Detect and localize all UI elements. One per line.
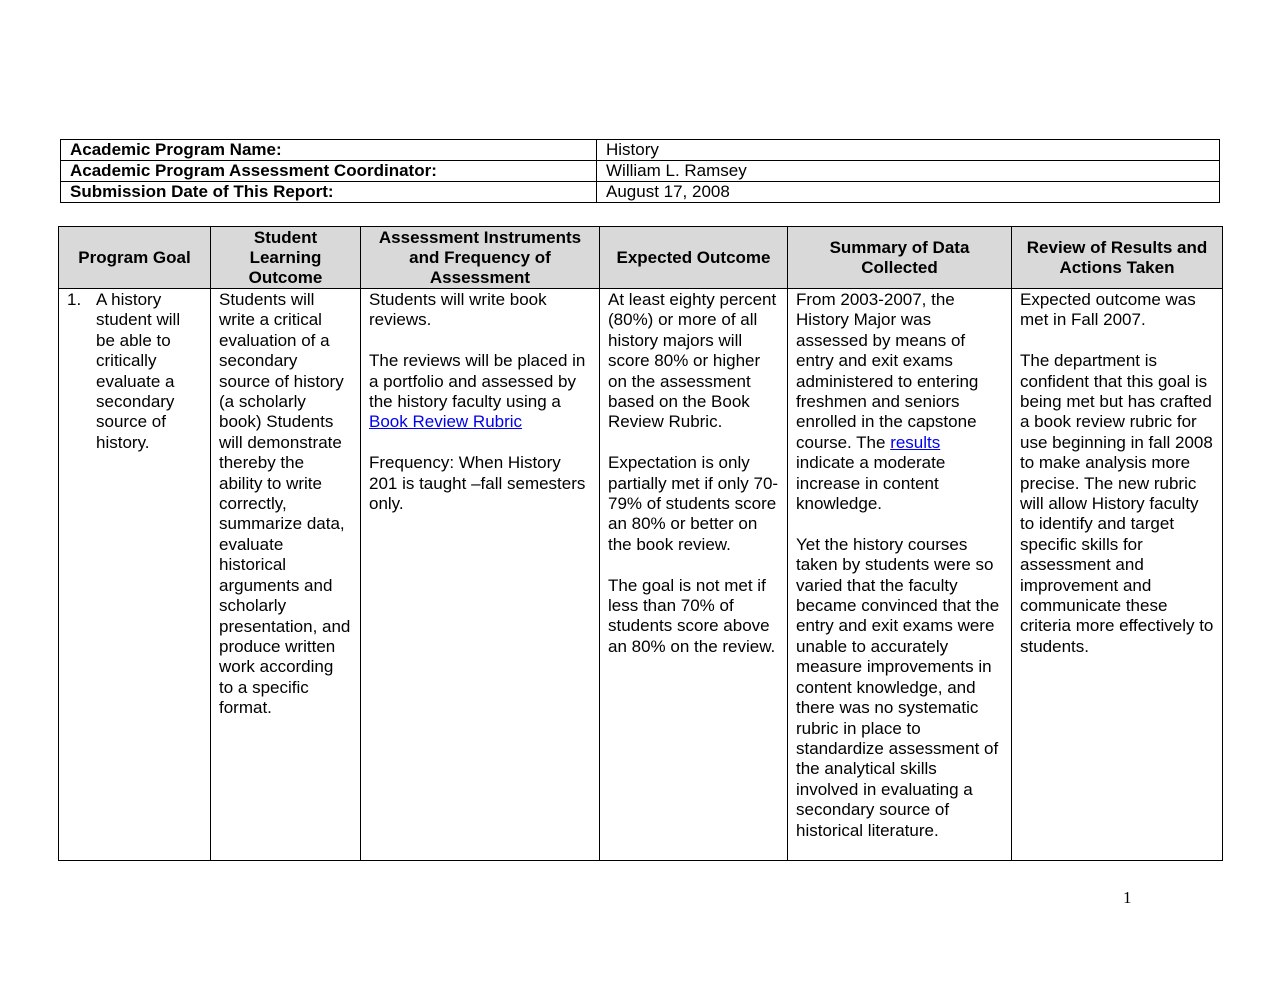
goal-text: A history student will be able to critically evaluate a secondary source of history. — [96, 290, 181, 452]
submission-date-row — [61, 182, 1220, 203]
submission-date-label: Submission Date of This Report: — [61, 182, 597, 203]
summary-paragraph-1-text: From 2003-2007, the History Major was assessed by means of entry and exit exams administered to entering freshmen and seniors enrolled in the capstone course. The — [796, 290, 979, 452]
program-name-label: Academic Program Name: — [61, 140, 597, 161]
header-review-of-results: Review of Results and Actions Taken — [1012, 227, 1223, 289]
coordinator-value: William L. Ramsey — [597, 161, 1220, 182]
header-assessment-instruments: Assessment Instruments and Frequency of Assessment — [361, 227, 600, 289]
program-name-value: History — [597, 140, 1220, 161]
summary-paragraph-1 — [796, 290, 1003, 514]
program-name-row — [61, 140, 1220, 161]
summary-paragraph-1-tail: indicate a moderate increase in content knowledge. — [796, 453, 946, 514]
results-link[interactable]: results — [890, 432, 941, 452]
header-summary-of-data: Summary of Data Collected — [788, 227, 1012, 289]
goal-number: 1. — [67, 290, 82, 309]
expected-paragraph-3: The goal is not met if less than 70% of students score above an 80% on the review. — [608, 575, 776, 656]
coordinator-label: Academic Program Assessment Coordinator: — [61, 161, 597, 182]
header-expected-outcome: Expected Outcome — [600, 227, 788, 289]
coordinator-row — [61, 161, 1220, 182]
program-info-table — [60, 139, 1220, 203]
assessment-header-row — [59, 227, 1223, 289]
learning-outcome-cell — [211, 289, 361, 861]
summary-paragraph-2: Yet the history courses taken by students were so varied that the faculty became convinced that the entry and exit exams were unable to accurately measure improvements in content knowledge, and there was no systematic rubric in place to standardize assessment of the analytical skills involved in evaluating a secondary source of historical literature. — [796, 534, 1000, 840]
summary-of-data-cell — [788, 289, 1012, 861]
program-goal-cell — [59, 289, 211, 861]
page-number: 1 — [1123, 888, 1132, 907]
assessment-instruments-cell — [361, 289, 600, 861]
table-row — [59, 289, 1223, 861]
expected-outcome-cell — [600, 289, 788, 861]
expected-paragraph-2: Expectation is only partially met if only 70-79% of students score an 80% or better on the book review. — [608, 453, 779, 554]
submission-date-value: August 17, 2008 — [597, 182, 1220, 203]
header-program-goal: Program Goal — [59, 227, 211, 289]
instruments-paragraph-2-text: The reviews will be placed in a portfolio and assessed by the history faculty using a — [369, 351, 586, 412]
learning-outcome-text: Students will write a critical evaluation of a secondary source of history (a scholarly book) Students will demonstrate thereby the ability to write correctly, summarize data, evaluate historical arguments and scholarly presentation, and produce written work according to a specific format. — [219, 290, 351, 718]
instruments-paragraph-2 — [369, 351, 591, 433]
header-student-learning-outcome: Student Learning Outcome — [211, 227, 361, 289]
instruments-paragraph-1: Students will write book reviews. — [369, 290, 547, 330]
review-paragraph-2: The department is confident that this goal is being met but has crafted a book review rubric for use beginning in fall 2008 to make analysis more precise. The new rubric will allow History faculty to identify and target specific skills for assessment and improvement and communicate these criteria more effectively to students. — [1020, 351, 1214, 656]
review-of-results-cell — [1012, 289, 1223, 861]
expected-paragraph-1: At least eighty percent (80%) or more of all history majors will score 80% or higher on the assessment based on the Book Review Rubric. — [608, 290, 777, 432]
assessment-table — [58, 226, 1223, 861]
instruments-paragraph-3: Frequency: When History 201 is taught –fall semesters only. — [369, 453, 586, 514]
book-review-rubric-link[interactable]: Book Review Rubric — [369, 412, 523, 432]
review-paragraph-1: Expected outcome was met in Fall 2007. — [1020, 290, 1196, 330]
